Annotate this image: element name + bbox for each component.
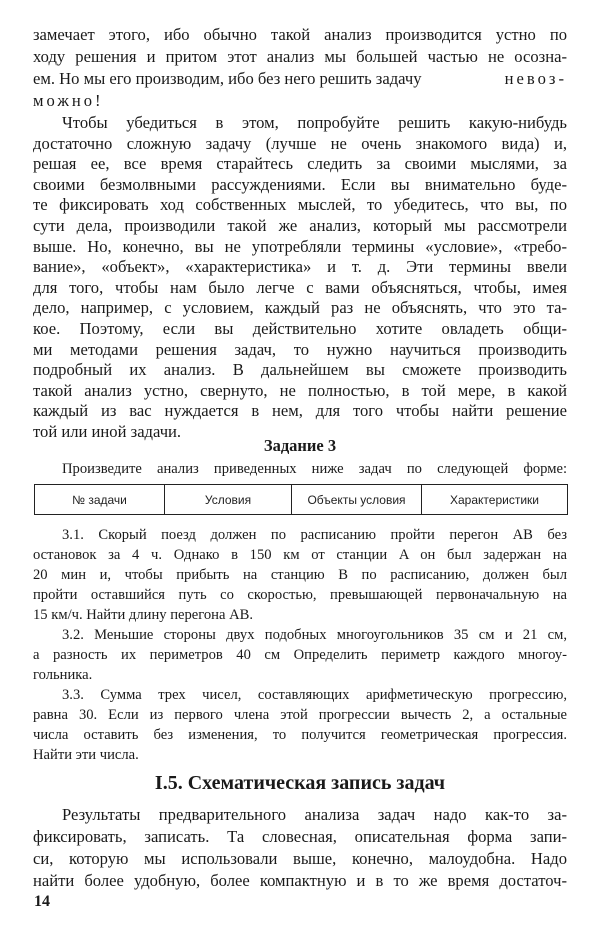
problem-line: а разность их периметров 40 см Определить периметр каждого многоу- bbox=[33, 647, 567, 663]
emphasis-text: можно! bbox=[33, 91, 104, 110]
text-line: той или иной задачи. bbox=[33, 422, 182, 441]
text-line: си, которую мы использовали выше, конечно, малоудобна. Надо bbox=[33, 849, 567, 868]
emphasis-text: невоз- bbox=[504, 69, 567, 88]
text-line: решая ее, все время старайтесь следить за своими мыслями, за bbox=[33, 154, 567, 174]
form-column-header: Объекты условия bbox=[292, 485, 422, 514]
text-line: фиксировать, записать. Та словесная, описательная форма запи- bbox=[33, 827, 567, 846]
text-line bbox=[33, 68, 567, 90]
text-line: вание», «объект», «характеристика» и т. д. Эти термины ввели bbox=[33, 257, 567, 277]
text-line: Чтобы убедиться в этом, попробуйте решить какую-нибудь bbox=[62, 113, 567, 132]
problem-line: 3.1. Скорый поезд должен по расписанию пройти перегон AB без bbox=[62, 527, 567, 543]
problem-line: остановок за 4 ч. Однако в 150 км от станции A он был задержан на bbox=[33, 547, 567, 563]
section-heading: I.5. Схематическая запись задач bbox=[154, 772, 446, 794]
task-heading: Задание 3 bbox=[263, 436, 337, 455]
form-column-header: № задачи bbox=[35, 485, 165, 514]
text-line: ходу решения и притом этот анализ мы большей частью не осозна- bbox=[33, 47, 567, 66]
text-line: найти более удобную, более компактную и в то же время достаточ- bbox=[33, 871, 567, 890]
text-line: для того, чтобы нам было легче с вами объясняться, чтобы, имея bbox=[33, 277, 567, 297]
text-line: подробный их анализ. В дальнейшем вы сможете производить bbox=[33, 360, 567, 380]
task-intro: Произведите анализ приведенных ниже задач по следующей форме: bbox=[62, 461, 567, 477]
text-line: замечает этого, ибо обычно такой анализ производится устно по bbox=[33, 25, 567, 44]
text-line: те фиксировать ход собственных мыслей, то убедитесь, что вы, по bbox=[33, 195, 567, 215]
text-line: каждый из вас нуждается в нем, для того чтобы найти решение bbox=[33, 401, 567, 421]
problem-line: 3.2. Меньшие стороны двух подобных многоугольников 35 см и 21 см, bbox=[62, 627, 567, 643]
page-number: 14 bbox=[34, 893, 50, 910]
text-line: кое. Поэтому, если вы действительно хотите овладеть общи- bbox=[33, 319, 567, 338]
problem-line: гольника. bbox=[33, 667, 93, 683]
text-line: Результаты предварительного анализа задач надо как-то за- bbox=[62, 805, 567, 824]
form-column-header: Характеристики bbox=[450, 492, 539, 507]
problem-line: Найти эти числа. bbox=[33, 747, 139, 763]
problem-line: 15 км/ч. Найти длину перегона AB. bbox=[33, 607, 254, 623]
text-line: выше. Но, конечно, вы не употребляли термины «условие», «требо- bbox=[33, 236, 567, 256]
problem-line: пройти оставшийся путь со скоростью, превышающей первоначальную на bbox=[33, 587, 567, 603]
problem-line: 3.3. Сумма трех чисел, составляющих арифметическую прогрессию, bbox=[62, 687, 567, 703]
text-line: такой анализ устно, свернуто, не полностью, в той мере, в какой bbox=[33, 380, 567, 400]
text-line: дело, например, с условием, каждый раз не объяснять, что это та- bbox=[33, 298, 567, 318]
text-line: достаточно сложную задачу (лучше не очень знакомого вида) и, bbox=[33, 133, 567, 153]
text-line: ми методами решения задач, то нужно научиться производить bbox=[33, 339, 567, 359]
text-line: своими безмолвными рассуждениями. Если вы внимательно буде- bbox=[33, 174, 567, 194]
problem-line: числа оставить без изменения, то получится геометрическая прогрессия. bbox=[33, 727, 567, 743]
text-fragment: ем. Но мы его производим, ибо без него решить задачу bbox=[33, 69, 422, 88]
form-column-header: Условия bbox=[165, 485, 292, 514]
analysis-form-table bbox=[34, 484, 568, 515]
problem-line: 20 мин и, чтобы прибыть на станцию B по расписанию, должен был bbox=[33, 567, 567, 583]
problem-line: равна 30. Если из первого члена этой прогрессии вычесть 2, а остальные bbox=[33, 707, 567, 723]
text-line: сути дела, производили такой же анализ, который мы рассмотрели bbox=[33, 216, 567, 235]
